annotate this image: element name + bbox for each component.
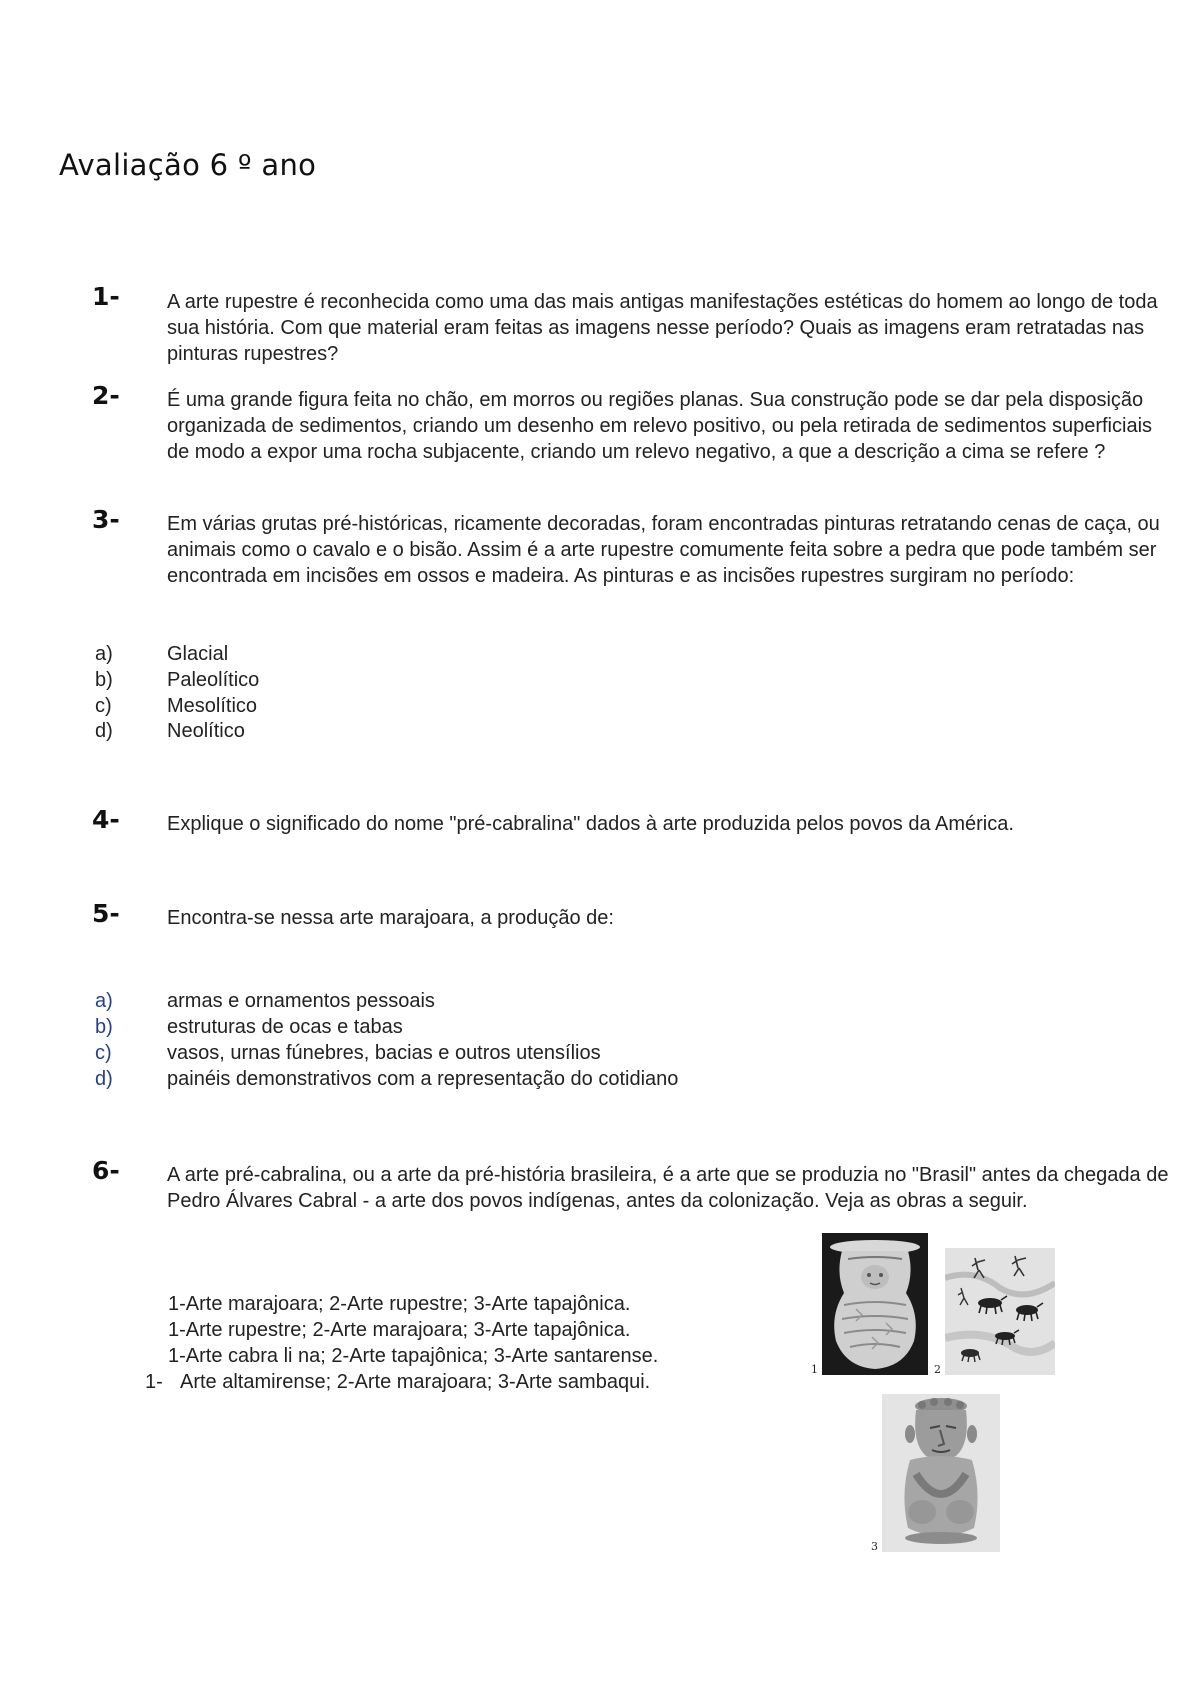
combination-number: 1- — [145, 1371, 163, 1393]
option-text: Glacial — [167, 643, 229, 665]
option-text: estruturas de ocas e tabas — [167, 1016, 403, 1038]
option-text: Neolítico — [167, 720, 245, 742]
figure-3-label: 3 — [871, 1540, 878, 1553]
question-6-combination-3: 1-Arte cabra li na; 2-Arte tapajônica; 3-Arte santarense. — [168, 1345, 659, 1367]
question-5-number: 5- — [92, 899, 120, 928]
question-5-text: Encontra-se nessa arte marajoara, a produção de: — [167, 907, 614, 929]
option-letter: d) — [95, 1068, 113, 1090]
option-letter: a) — [95, 990, 113, 1012]
rock-painting-image — [945, 1248, 1055, 1375]
option-text: Mesolítico — [167, 695, 258, 717]
question-3-number: 3- — [92, 505, 120, 534]
combination-text: Arte altamirense; 2-Arte marajoara; 3-Arte sambaqui. — [180, 1371, 651, 1393]
question-1-text: A arte rupestre é reconhecida como uma das mais antigas manifestações estéticas do homem ao longo de toda sua história. Com que material eram feitas as imagens nesse período? Quais as imagens eram retratadas nas pinturas rupestres? — [167, 291, 1158, 365]
figure-2-label: 2 — [934, 1363, 941, 1376]
question-2-text: É uma grande figura feita no chão, em morros ou regiões planas. Sua construção pode se dar pela disposição organizada de sedimentos, criando um desenho em relevo positivo, ou pela retirada de sedimentos superficiais de modo a expor uma rocha subjacente, criando um relevo negativo, a que a descrição a cima se refere ? — [167, 389, 1153, 463]
option-text: vasos, urnas fúnebres, bacias e outros utensílios — [167, 1042, 601, 1064]
tapajonica-figure-image — [882, 1394, 1000, 1552]
option-letter: a) — [95, 643, 113, 665]
question-3-text: Em várias grutas pré-históricas, ricamente decoradas, foram encontradas pinturas retratando cenas de caça, ou animais como o cavalo e o bisão. Assim é a arte rupestre comumente feita sobre a pedra que pode também ser encontrada em incisões em ossos e madeira. As pinturas e as incisões rupestres surgiram no período: — [167, 513, 1160, 587]
figure-1-label: 1 — [811, 1363, 818, 1376]
option-text: painéis demonstrativos com a representação do cotidiano — [167, 1068, 679, 1090]
marajoara-urn-image — [822, 1233, 928, 1375]
option-letter: b) — [95, 669, 113, 691]
question-6-combination-1: 1-Arte marajoara; 2-Arte rupestre; 3-Arte tapajônica. — [168, 1293, 631, 1315]
question-4-number: 4- — [92, 805, 120, 834]
option-letter: c) — [95, 695, 112, 717]
option-text: Paleolítico — [167, 669, 260, 691]
question-2-number: 2- — [92, 381, 120, 410]
option-letter: b) — [95, 1016, 113, 1038]
question-4-text: Explique o significado do nome "pré-cabralina" dados à arte produzida pelos povos da América. — [167, 813, 1014, 835]
question-6-text: A arte pré-cabralina, ou a arte da pré-história brasileira, é a arte que se produzia no "Brasil" antes da chegada de Pedro Álvares Cabral - a arte dos povos indígenas, antes da colonização. Veja as obras a seguir. — [167, 1164, 1169, 1212]
question-6-combination-2: 1-Arte rupestre; 2-Arte marajoara; 3-Arte tapajônica. — [168, 1319, 631, 1341]
option-letter: d) — [95, 720, 113, 742]
page-title: Avaliação 6 º ano — [59, 148, 317, 182]
question-6-combination-4 — [145, 1369, 650, 1395]
option-letter: c) — [95, 1042, 112, 1064]
question-1-number: 1- — [92, 282, 120, 311]
option-text: armas e ornamentos pessoais — [167, 990, 435, 1012]
question-6-number: 6- — [92, 1156, 120, 1185]
